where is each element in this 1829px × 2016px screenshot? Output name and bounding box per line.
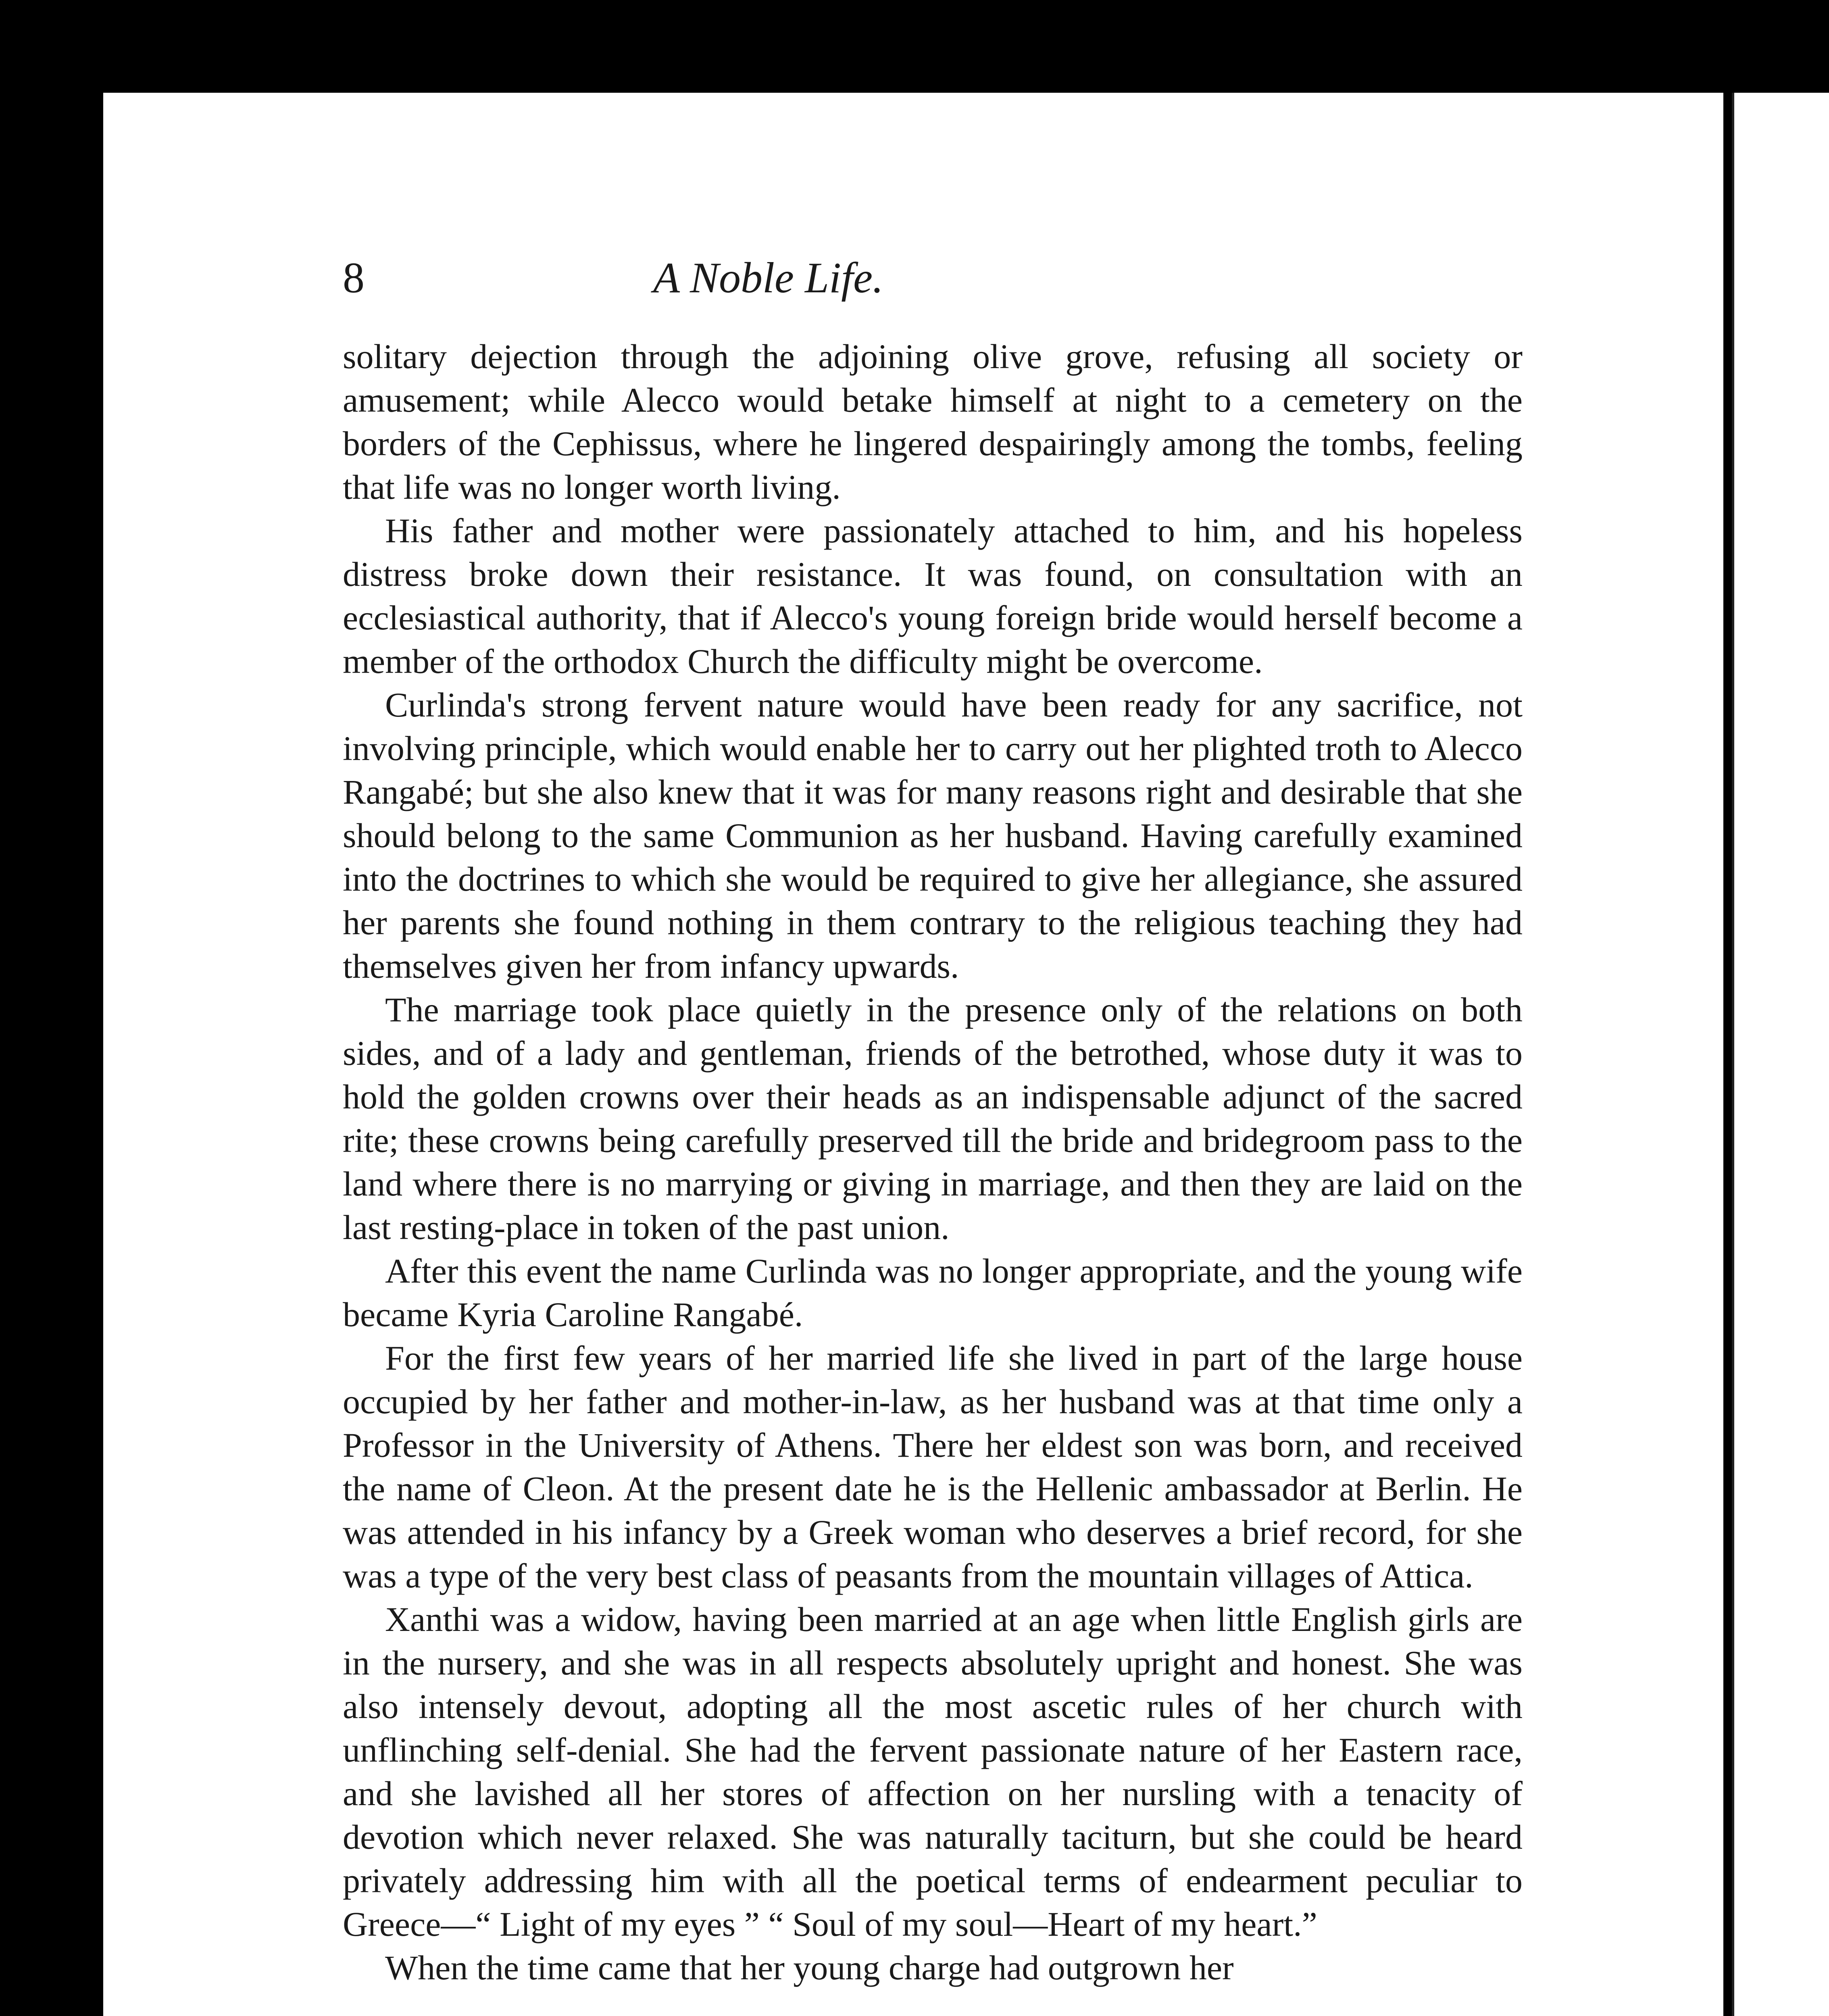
- paragraph: solitary dejection through the adjoining olive grove, refusing all society or amusement; while Alecco would betake himself at night to a cemetery on the borders of the Cephissus, where he lingered despairingly among the tombs, feeling that life was no longer worth living.: [343, 337, 1523, 506]
- running-title: A Noble Life.: [653, 254, 884, 302]
- paragraph: For the first few years of her married life she lived in part of the large house occupied by her father and mother-in-law, as her husband was at that time only a Professor in the University of Athens. There her eldest son was born, and received the name of Cleon. At the present date he is the Hellenic ambassador at Berlin. He was attended in his infancy by a Greek woman who deserves a brief record, for she was a type of the very best class of peasants from the mountain villages of Attica.: [343, 1339, 1523, 1595]
- body-text: [343, 335, 1523, 1989]
- facing-page-edge: [1732, 93, 1829, 2016]
- paragraph: His father and mother were passionately attached to him, and his hopeless distress broke down their resistance. It was found, on consultation with an ecclesiastical authority, that if Alecco's young foreign bride would herself become a member of the orthodox Church the difficulty might be overcome.: [343, 511, 1523, 681]
- page-header: [246, 161, 1355, 302]
- paragraph: The marriage took place quietly in the presence only of the relations on both sides, and of a lady and gentleman, friends of the betrothed, whose duty it was to hold the golden crowns over their heads as an indispensable adjunct of the sacred rite; these crowns being carefully preserved till the bride and bridegroom pass to the land where there is no marrying or giving in marriage, and then they are laid on the last resting-place in token of the past union.: [343, 990, 1523, 1247]
- paragraph: After this event the name Curlinda was no longer appropriate, and the young wife became Kyria Caroline Rangabé.: [343, 1252, 1523, 1334]
- paragraph: Xanthi was a widow, having been married at an age when little English girls are in the nursery, and she was in all respects absolutely upright and honest. She was also intensely devout, adopting all the most ascetic rules of her church with unflinching self-denial. She had the fervent passionate nature of her Eastern race, and she lavished all her stores of affection on her nursling with a tenacity of devotion which never relaxed. She was naturally taciturn, but she could be heard privately addressing him with all the poetical terms of endearment peculiar to Greece—“ Light of my eyes ” “ Soul of my soul—Heart of my heart.”: [343, 1600, 1523, 1943]
- paragraph: When the time came that her young charge had outgrown her: [385, 1948, 1234, 1987]
- page-number: 8: [343, 254, 365, 302]
- paragraph: Curlinda's strong fervent nature would have been ready for any sacrifice, not involving principle, which would enable her to carry out her plighted troth to Alecco Rangabé; but she also knew that it was for many reasons right and desirable that she should belong to the same Communion as her husband. Having carefully examined into the doctrines to which she would be required to give her allegiance, she assured her parents she found nothing in them contrary to the religious teaching they had themselves given her from infancy upwards.: [343, 685, 1523, 985]
